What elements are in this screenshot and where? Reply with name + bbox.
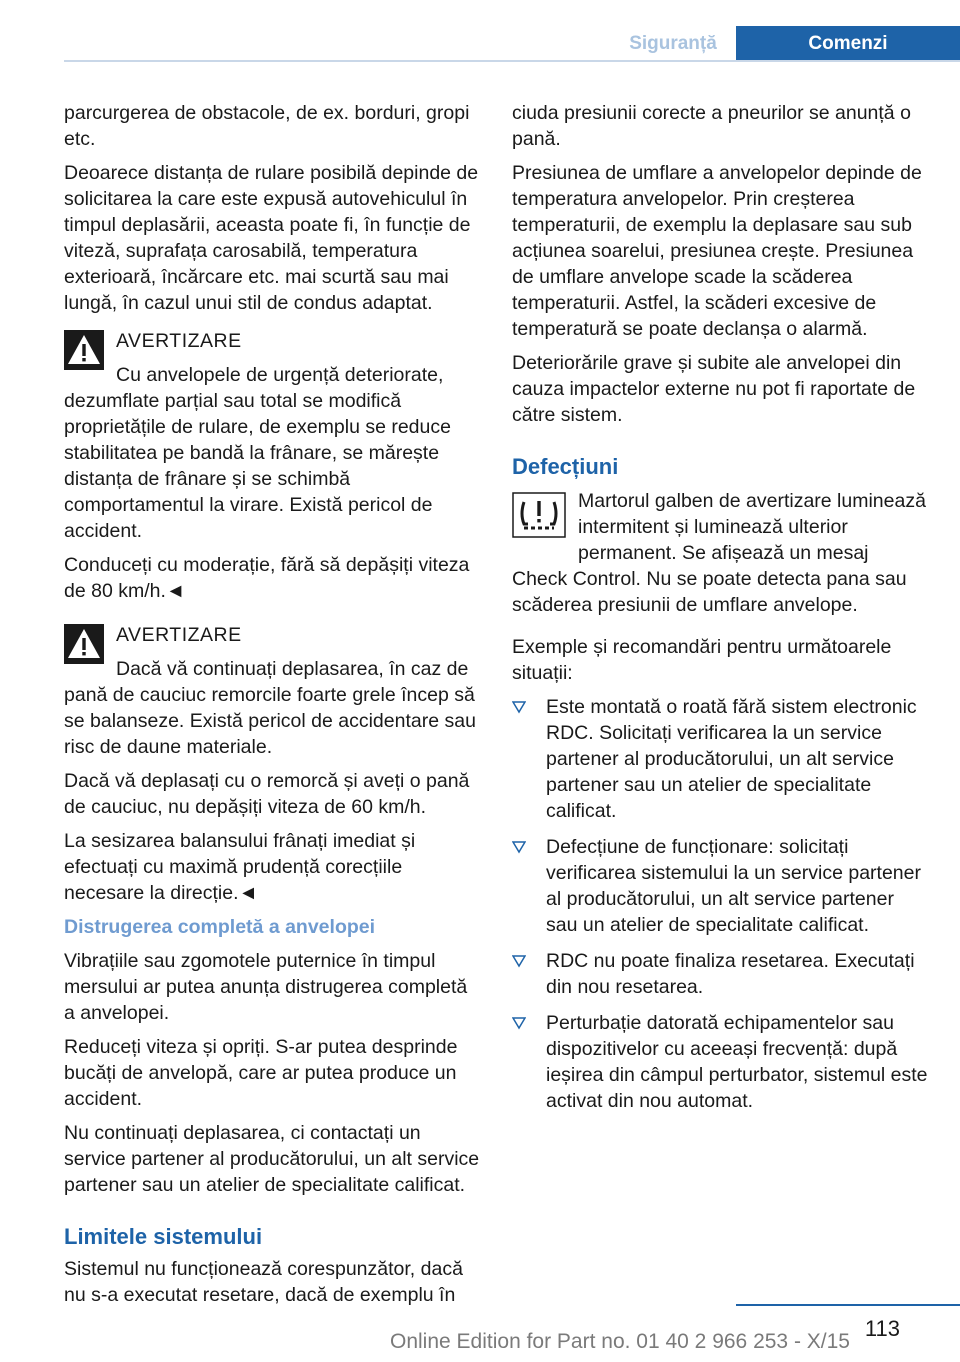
tab-comenzi: Comenzi <box>736 26 960 62</box>
bullet-triangle-icon <box>512 840 526 854</box>
paragraph: Conduceți cu moderație, fără să depășiți viteza de 80 km/h.◄ <box>64 554 470 602</box>
list-item <box>512 834 928 938</box>
header-rule <box>64 60 960 62</box>
edition-footer: Online Edition for Part no. 01 40 2 966 253 - X/15 <box>390 1330 850 1353</box>
footer-rule <box>736 1304 960 1306</box>
paragraph: La sesizarea balansului frânați imediat și efectuați cu maximă prudență corecțiile necesare la direcție.◄ <box>64 830 416 904</box>
paragraph: Vibrațiile sau zgomotele puternice în timpul mersului ar putea anunța distrugerea completă a anvelopei. <box>64 950 468 1024</box>
warning-block-2 <box>64 622 480 906</box>
bullet-triangle-icon <box>512 700 526 714</box>
paragraph: Deoarece distanța de rulare posibilă depinde de solicitarea la care este expusă autovehiculul în timpul deplasării, aceasta poate fi, în funcție de viteză, suprafața carosabilă, temperatura exterioară, încărcare etc. mai scurtă sau mai lungă, în cazul unui stil de condus adaptat. <box>64 162 479 314</box>
list-item <box>512 694 928 824</box>
tire-pressure-warning-icon <box>512 492 566 538</box>
section-heading: Defecțiuni <box>512 454 619 479</box>
recommendation-list <box>512 694 928 1114</box>
paragraph: Sistemul nu funcționează corespunzător, dacă nu s-a executat resetare, dacă de exemplu în <box>64 1258 463 1306</box>
tab-siguranta: Siguranță <box>610 26 736 62</box>
bullet-triangle-icon <box>512 1016 526 1030</box>
paragraph: Deteriorările grave și subite ale anvelopei din cauza impactelor externe nu pot fi raportate de către sistem. <box>512 352 916 426</box>
warning-title: AVERTIZARE <box>116 624 242 646</box>
paragraph: Cu anvelopele de urgență deteriorate, dezumflate parțial sau total se modifică proprietățile de rulare, de exemplu se reduce stabilitatea pe bandă la frânare, se mărește distanța de frânare și se schimbă comportamentul la virare. Există pericol de accident. <box>64 364 451 542</box>
paragraph: Reduceți viteza și opriți. S-ar putea desprinde bucăți de anvelopă, care ar putea produce un accident. <box>64 1036 458 1110</box>
list-item-text: Este montată o roată fără sistem electronic RDC. Solicitați verificarea la un service partener al producătorului, un alt service partener sau un atelier de specialitate calificat. <box>546 696 917 822</box>
warning-triangle-icon <box>64 624 104 664</box>
warning-title: AVERTIZARE <box>116 330 242 352</box>
list-item-text: RDC nu poate finaliza resetarea. Executați din nou resetarea. <box>546 950 915 998</box>
right-column <box>512 100 928 1124</box>
bullet-triangle-icon <box>512 954 526 968</box>
subheading: Distrugerea completă a anvelopei <box>64 916 376 938</box>
defect-block <box>512 488 928 618</box>
list-item-text: Defecțiune de funcționare: solicitați verificarea sistemului la un service partener al producătorului, un alt service partener sau un atelier de specialitate calificat. <box>546 836 921 936</box>
list-item <box>512 1010 928 1114</box>
paragraph: Nu continuați deplasarea, ci contactați un service partener al producătorului, un alt service partener sau un atelier de specialitate calificat. <box>64 1122 480 1196</box>
warning-triangle-icon <box>64 330 104 370</box>
left-column <box>64 100 480 1316</box>
warning-block-1 <box>64 328 480 604</box>
paragraph: Martorul galben de avertizare luminează intermitent și luminează ulterior permanent. Se afișează un mesaj Check Control. Nu se poate detecta pana sau scăderea presiunii de umflare anvelope. <box>512 490 926 616</box>
paragraph: parcurgerea de obstacole, de ex. borduri, gropi etc. <box>64 102 470 150</box>
paragraph: ciuda presiunii corecte a pneurilor se anunță o pană. <box>512 102 911 150</box>
paragraph: Presiunea de umflare a anvelopelor depinde de temperatura anvelopelor. Prin creșterea temperaturii, de exemplu la deplasare sau sub acțiunea soarelui, presiunea crește. Presiunea de umflare anvelope scade la scăderea temperaturii. Astfel, la scăderi excesive de temperatură se poate declanșa o alarmă. <box>512 162 922 340</box>
page-number: 113 <box>864 1316 900 1341</box>
paragraph: Dacă vă deplasați cu o remorcă și aveți o pană de cauciuc, nu depășiți viteza de 60 km/h. <box>64 770 470 818</box>
list-item-text: Perturbație datorată echipamentelor sau dispozitivelor cu aceeași frecvență: după ieșirea din câmpul perturbator, sistemul este activat din nou automat. <box>546 1012 928 1112</box>
section-heading: Limitele sistemului <box>64 1224 263 1249</box>
paragraph: Dacă vă continuați deplasarea, în caz de pană de cauciuc remorcile foarte grele încep să se balanseze. Există pericol de accidentare sau risc de daune materiale. <box>64 658 476 758</box>
paragraph: Exemple și recomandări pentru următoarele situații: <box>512 636 892 684</box>
list-item <box>512 948 928 1000</box>
